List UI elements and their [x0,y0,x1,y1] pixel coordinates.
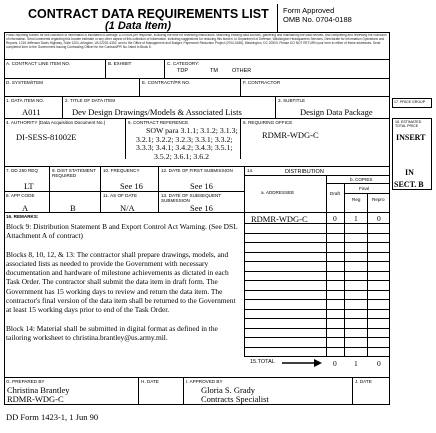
label-copies: b. COPIES [350,177,373,182]
remarks-paragraph-1: Block 9: Distribution Statement B and Export Control Act Warning. (See DSL Attachment A of contract) [6,222,238,241]
category-tdp[interactable]: TDP [177,68,188,74]
remarks-text [6,222,242,351]
label-6: 6. REQUIRING OFFICE [243,120,293,125]
label-2: 2. TITLE OF DATA ITEM [65,98,116,103]
addressee-row-line [244,223,390,224]
addressee-row-line [244,299,390,300]
approved-by-title: Contracts Specialist [201,394,269,404]
label-h: H. DATE [141,379,159,384]
addressee-row-line [244,290,390,291]
total-draft: 0 [333,359,337,368]
prepared-by-office: RDMR-WDG-C [7,394,64,404]
category-other[interactable]: OTHER [232,68,252,74]
label-e: E. CONTRACT/PR NO. [142,80,191,85]
addressee-row-line [244,309,390,310]
dd250-value: LT [24,181,34,191]
label-3: 3. SUBTITLE [278,98,306,103]
contract-reference-line-4: 3.5.2; 3.6.1; 3.6.2 [154,151,210,161]
contract-reference-line-1: SOW para 3.1.1; 3.1.2; 3.1.3; [146,126,238,135]
data-item-number: A011 [22,107,41,117]
label-5: 5. CONTRACT REFERENCE [128,120,189,125]
contract-reference-line-3: 3.3.3; 3.4.1; 3.4.2; 3.4.3; 3.5.1; [136,143,233,152]
insert-text: INSERT [396,133,426,142]
data-item-subtitle: Design Data Package [300,107,373,117]
sect-b-text: SECT. B [394,180,424,189]
approved-by-name: Gloria S. Grady [201,385,256,395]
label-13: 13. DATE OF SUBSEQUENT SUBMISSION [161,193,222,203]
total-repro: 0 [377,359,381,368]
label-1: 1. DATA ITEM NO. [6,98,45,103]
label-remarks: 16. REMARKS: [6,214,39,219]
form-number: DD Form 1423-1, 1 Jun 90 [6,412,99,422]
omb-number: OMB No. 0704-0188 [283,15,352,24]
in-text: IN [405,168,414,177]
remarks-paragraph-3: Block 14: Material shall be submitted in digital format as defined in the tailoring worksheet to christina.brantley@us.army.mil. [6,323,218,342]
burden-statement: Public reporting burden for this collection of information is estimated to average 110 hours per response, including the time for reviewing instructions, searching existing data sources, gathering and maintaining the data needed, and completing and reviewing the collection of information. Send comments regarding this burden estimate or any other aspect of this collection of information, including suggestions for reducing this burden, to Department of Defense, Washington Headquarters Services, Directorate for Information Operations and Reports, 1215 Jefferson Davis Highway, Suite 1204, Arlington, VA 22202-4302, and to the Office of Management and Budget, Paperwork Reduction Project (0704-0188), Washington, DC 20503. Please DO NOT RETURN your form to either of these addresses. Send completed form to the Government Issuing Contracting Officer for the Contract/PR No. listed in Block E. [6,34,387,49]
total-reg: 1 [354,359,358,368]
label-repro: Repro [372,197,385,202]
label-a: A. CONTRACT LINE ITEM NO. [6,61,71,66]
contract-reference-line-2: 3.2.1; 3.2.2; 3.2.3; 3.3.1; 3.3.2; [136,134,233,144]
data-item-title: Dev Design Drawings/Models & Associated Lists [72,107,242,117]
label-final: Final [359,186,369,191]
label-18: 18. ESTIMATED TOTAL PRICE [395,120,422,129]
reg-copies: 1 [354,214,358,223]
remarks-paragraph-2: Blocks 8, 10, 12, & 13: The contractor shall prepare drawings, models, and associated lists as needed to provide the Government with necessary documentation and hardware of milestone achievements as dictated in each Task Order. The contractor shall submit the data item in draft form. The Government has 15 working days to review and return the data item. The contractor's final version of the data item shall be returned to the Government at least 15 working days prior to end of the Task Order. [6,249,236,315]
label-reg: Reg [352,197,361,202]
label-draft: Draft [330,191,340,196]
label-14: 14. [247,168,254,173]
authority-value: DI-SESS-81002E [16,132,77,142]
app-code-value: A [22,203,29,213]
label-d: D. SYSTEM/ITEM [6,80,44,85]
label-f: F. CONTRACTOR [243,80,281,85]
draft-copies: 0 [333,214,337,223]
addressee-row-line [244,233,390,234]
prepared-by-name: Christina Brantley [7,385,70,395]
label-8: 8. APP CODE [6,193,35,198]
requiring-office: RDMR-WDG-C [262,130,319,140]
label-4: 4. AUTHORITY (Data Acquisition Document No.) [6,120,106,125]
addressee-row-line [244,261,390,262]
label-11: 11. AS OF DATE [103,193,138,198]
dist-statement-value: B [70,203,76,213]
distribution-label: DISTRIBUTION [285,169,324,175]
label-i: I. APPROVED BY [186,379,223,384]
label-17: 17. PRICE GROUP [394,100,426,104]
addressee-row-line [244,280,390,281]
addressee-row-line [244,271,390,272]
form-title: CONTRACT DATA REQUIREMENTS LIST [28,7,269,21]
label-addressee: a. ADDRESSEE [261,190,295,195]
label-total: 15.TOTAL [250,359,275,365]
repro-copies: 0 [377,214,381,223]
form-subtitle: (1 Data Item) [104,20,172,32]
label-9: 9. DIST STATEMENT REQUIRED [52,168,96,178]
subsequent-submission-value: See 16 [190,203,213,213]
label-12: 12. DATE OF FIRST SUBMISSION [161,168,233,173]
first-submission-value: See 16 [190,181,213,191]
addressee-1: RDMR-WDG-C [251,214,308,224]
addressee-row-line [244,337,390,338]
addressee-row-line [244,252,390,253]
as-of-date-value: N/A [120,203,135,213]
total-arrow-icon [282,358,322,368]
label-j: J. DATE [355,379,372,384]
addressee-row-line [244,347,390,348]
addressee-row-line [244,242,390,243]
label-c: C. CATEGORY: [167,61,200,66]
category-tm[interactable]: TM [210,68,218,74]
addressee-row-line [244,328,390,329]
addressee-row-line [244,318,390,319]
label-g: G. PREPARED BY [6,379,45,384]
frequency-value: See 16 [120,181,143,191]
label-10: 10. FREQUENCY [103,168,140,173]
label-b: B. EXHIBIT [108,61,132,66]
label-7: 7. DD 250 REQ [6,168,38,173]
form-approved: Form Approved [283,6,335,15]
